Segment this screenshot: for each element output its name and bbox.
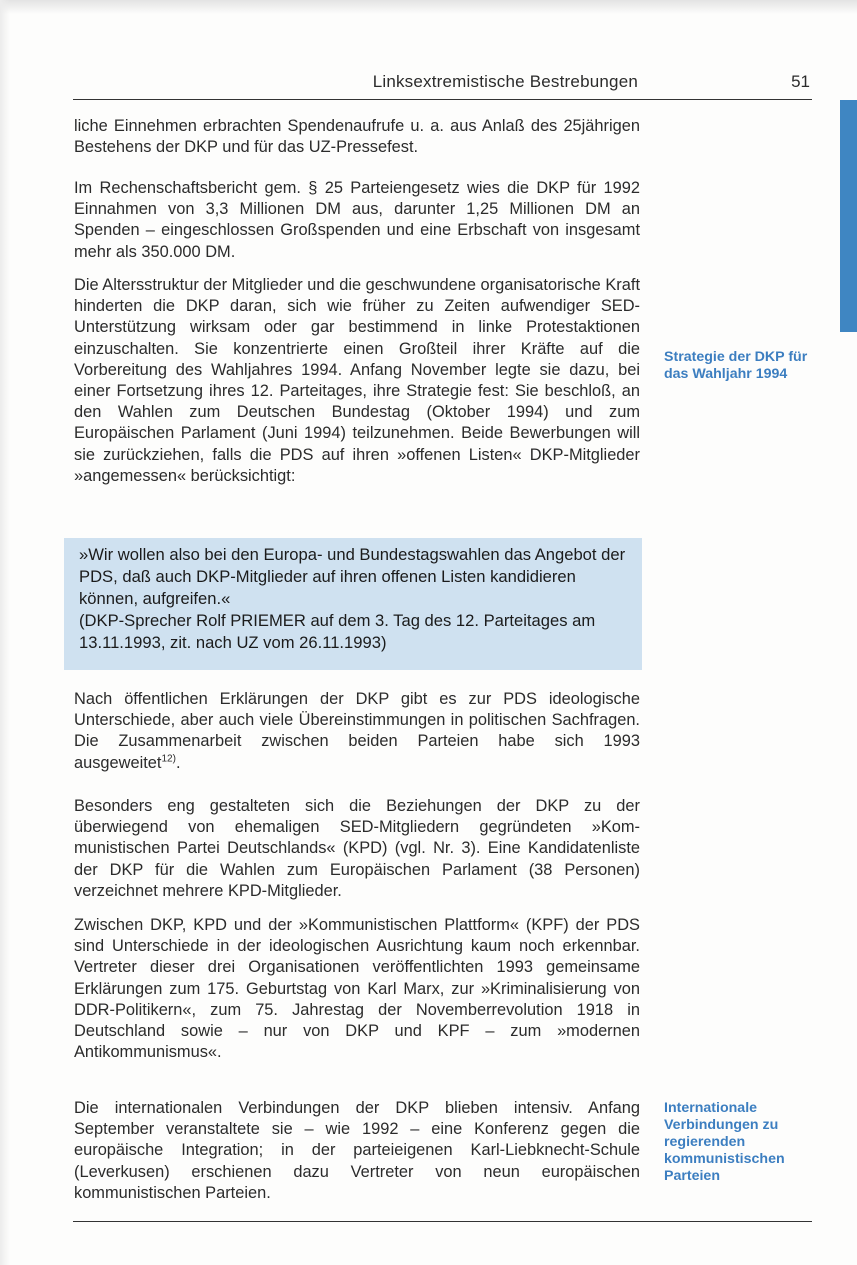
scan-left-edge — [0, 0, 10, 1265]
paragraph-strategy: Die Altersstruktur der Mitglieder und die geschwundene organisatorische Kraft hinderten die DKP daran, sich wie früher zu Zeiten aufwendiger SED-Unterstützung wirksam oder gar bestimmend in linke Protestaktionen einzuschalten. Sie konzentrierte einen Großteil ihrer Kräfte auf die Vorbereitung des Wahljahres 1994. Anfang November legte sie dazu, bei einer Fortsetzung ihres 12. Parteitages, ihre Strategie fest: Sie beschloß, an den Wahlen zum Deutschen Bundestag (Oktober 1994) und zum Europäischen Parlament (Juni 1994) teilzunehmen. Beide Bewerbungen will sie zurückziehen, falls die PDS auf ihren »offenen Listen« DKP-Mitglieder »angemessen« berücksichtigt: — [74, 276, 640, 485]
footnote-reference: 12) — [161, 753, 176, 765]
paragraph-finances: Im Rechenschaftsbericht gem. § 25 Parteiengesetz wies die DKP für 1992 Einnahmen von 3,3 Millionen DM aus, darunter 1,25 Millionen DM an Spenden – eingeschlossen Großspenden und eine Erbschaft von insgesamt mehr als 350.000 DM. — [74, 179, 640, 261]
paragraph-kpf-relations: Zwischen DKP, KPD und der »Kommunistischen Plattform« (KPF) der PDS sind Unterschiede in der ideologischen Ausrichtung kaum noch erkennbar. Vertreter dieser drei Organisationen veröffentlichten 1993 gemeinsame Erklärungen zum 175. Geburtstag von Karl Marx, zur »Kriminalisierung von DDR-Politikern«, zum 75. Jahrestag der Novemberrevolution 1918 in Deutschland sowie – nur von DKP und KPF – zum »modernen Antikommunismus«. — [74, 916, 640, 1062]
quote-text: »Wir wollen also bei den Europa- und Bundestagswahlen das Angebot der PDS, daß auch DKP-Mitglieder auf ihren offenen Listen kandidieren können, aufgreifen.« — [79, 545, 626, 608]
paragraph-pds-relations-text: Nach öffentlichen Erklärungen der DKP gibt es zur PDS ideologische Unterschiede, aber auch viele Übereinstimmungen in politischen Sachfragen. Die Zusammenarbeit zwischen beiden Parteien habe sich 1993 ausgeweitet — [74, 690, 640, 772]
margin-note-international: Internationale Verbindungen zu regierenden kommunistischen Parteien — [664, 1100, 785, 1184]
paragraph-pds-relations: Nach öffentlichen Erklärungen der DKP gibt es zur PDS ideologische Unterschiede, aber auch viele Übereinstimmungen in politischen Sachfragen. Die Zusammenarbeit zwischen beiden Parteien habe sich 1993 ausgeweitet$^{12)}$. — [74, 690, 640, 772]
footer-rule — [73, 1221, 812, 1222]
paragraph-kpd-relations: Besonders eng gestalteten sich die Beziehungen der DKP zu der überwiegend von ehemaligen SED-Mitgliedern gegründeten »Kommunistischen Partei Deutschlands« (KPD) (vgl. Nr. 3). Eine Kandidatenliste der DKP für die Wahlen zum Europäischen Parlament (38 Personen) verzeichnet mehrere KPD-Mitglieder. — [74, 797, 640, 900]
quote-source: (DKP-Sprecher Rolf PRIEMER auf dem 3. Tag des 12. Parteitages am 13.11.1993, zit. nach UZ vom 26.11.1993) — [79, 611, 596, 652]
margin-note-strategy: Strategie der DKP für das Wahljahr 1994 — [664, 349, 808, 382]
scan-edge-shadow — [0, 0, 857, 14]
chapter-thumb-tab — [840, 100, 857, 332]
paragraph-international: Die internationalen Verbindungen der DKP blieben intensiv. Anfang September veranstaltete sie – wie 1992 – eine Konferenz gegen die europäische Integration; in der parteieigenen Karl-Liebknecht-Schule (Leverkusen) erschienen dazu Vertreter von neun europäischen kommunistischen Parteien. — [74, 1099, 640, 1202]
quote-block — [79, 544, 639, 654]
running-header: Linksextremistische Bestrebungen — [372, 72, 638, 91]
header-rule — [73, 99, 812, 100]
page-number: 51 — [791, 72, 810, 91]
paragraph-continuation: liche Einnehmen erbrachten Spendenaufrufe u. a. aus Anlaß des 25jährigen Bestehens der DKP und für das UZ-Pressefest. — [74, 117, 640, 157]
